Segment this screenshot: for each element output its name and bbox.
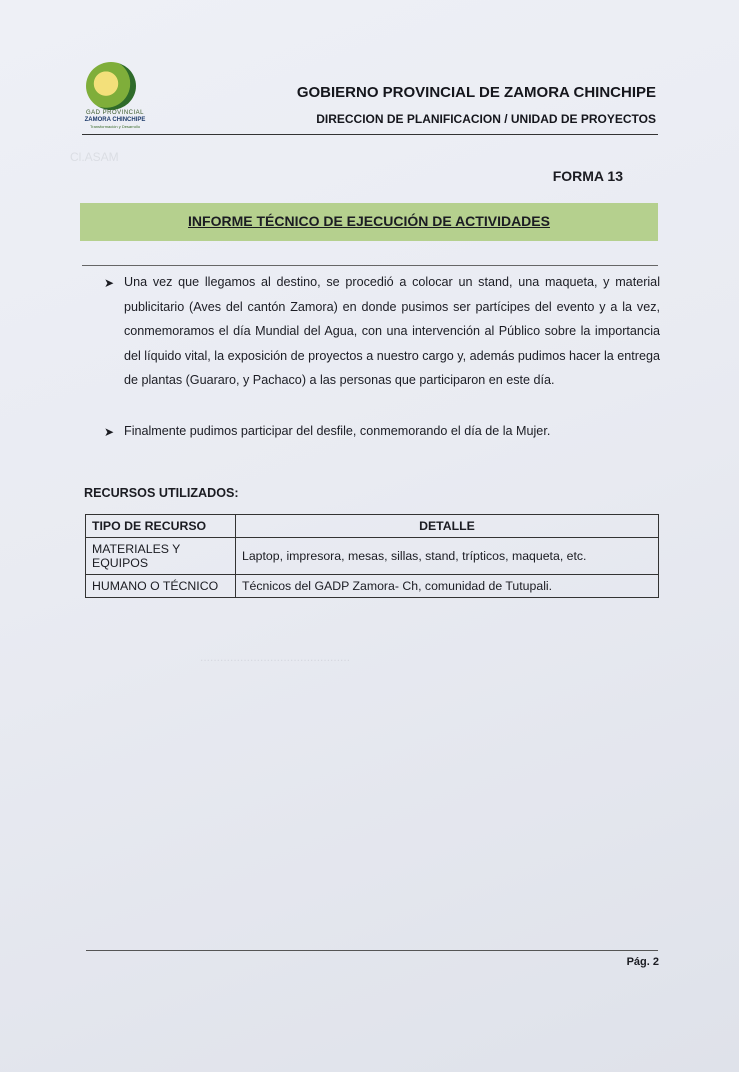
bullet-arrow-icon: ➤ [104, 425, 115, 439]
resources-table [85, 514, 659, 598]
section-divider [82, 265, 658, 266]
resource-detail-cell: Técnicos del GADP Zamora- Ch, comunidad de Tutupali. [236, 575, 659, 598]
table-header-row [86, 515, 659, 538]
department-name: DIRECCION DE PLANIFICACION / UNIDAD DE PROYECTOS [316, 112, 656, 126]
table-row [86, 575, 659, 598]
footer-divider [86, 950, 658, 951]
logo-emblem [86, 62, 136, 110]
bullet-arrow-icon: ➤ [104, 276, 115, 290]
organization-logo [82, 62, 148, 132]
form-number: FORMA 13 [552, 168, 623, 184]
header-divider [82, 134, 658, 135]
resource-detail-cell: Laptop, impresora, mesas, sillas, stand, trípticos, maqueta, etc. [236, 538, 659, 575]
resource-type-cell: MATERIALES Y EQUIPOS [86, 538, 236, 575]
table-row [86, 538, 659, 575]
column-header-detail: DETALLE [236, 515, 659, 538]
resources-heading: RECURSOS UTILIZADOS: [84, 486, 239, 500]
resource-type-cell: HUMANO O TÉCNICO [86, 575, 236, 598]
bullet-paragraph-1: Una vez que llegamos al destino, se procedió a colocar un stand, una maqueta, y material publicitario (Aves del cantón Zamora) en donde pusimos ser partícipes del evento y a la vez, conmemoramos el día Mundial del Agua, con una intervención al Público sobre la importancia del líquido vital, la exposición de proyectos a nuestro cargo y, además pudimos hacer la entrega de plantas (Guararo, y Pachaco) a las personas que participaron en este día. [124, 275, 661, 387]
column-header-type: TIPO DE RECURSO [86, 515, 236, 538]
report-title: INFORME TÉCNICO DE EJECUCIÓN DE ACTIVIDADES [188, 213, 550, 229]
logo-text-line2: ZAMORA CHINCHIPE [84, 117, 146, 123]
logo-text-line1: GAD PROVINCIAL [85, 110, 144, 116]
organization-name: GOBIERNO PROVINCIAL DE ZAMORA CHINCHIPE [296, 84, 656, 101]
title-banner [80, 203, 658, 241]
logo-text-line3: Transformación y Desarrollo [89, 124, 141, 129]
bullet-paragraph-2: Finalmente pudimos participar del desfile, conmemorando el día de la Mujer. [124, 424, 551, 438]
document-page: Cl.ASAM ............................................. GAD PROVINCIAL ZAMORA CHINCHIPE Transformación y Desarrollo GOBIERNO PROVINCIAL DE ZAMORA CHINCHIPE DIRECCION DE PLANIFICACION / UNIDAD DE PROYECTOS FORMA 13 INFORME TÉCNICO DE EJECUCIÓN DE ACTIVIDADES ➤ Una vez que llegamos al destino, se procedió a colocar un stand, una maqueta, y material publicitario (Aves del cantón Zamora) en donde pusimos ser partícipes del evento y a la vez, conmemoramos el día Mundial del Agua, con una intervención al Público sobre la importancia del líquido vital, la exposición de proyectos a nuestro cargo y, además pudimos hacer la entrega de plantas (Guararo, y Pachaco) a las personas que participaron en este día. ➤ Finalmente pudimos participar del desfile, conmemorando el día de la Mujer. RECURSOS UTILIZADOS: TIPO DE RECURSO DETALLE MATERIALES Y EQUIPOS Laptop, impresora, mesas, sillas, stand, trípticos, maqueta, etc. HUMANO O TÉCNICO Técnicos del GADP Zamora- Ch, comunidad de Tutupali. Pág. 2 [0, 0, 739, 1072]
page-number: Pág. 2 [626, 956, 659, 968]
